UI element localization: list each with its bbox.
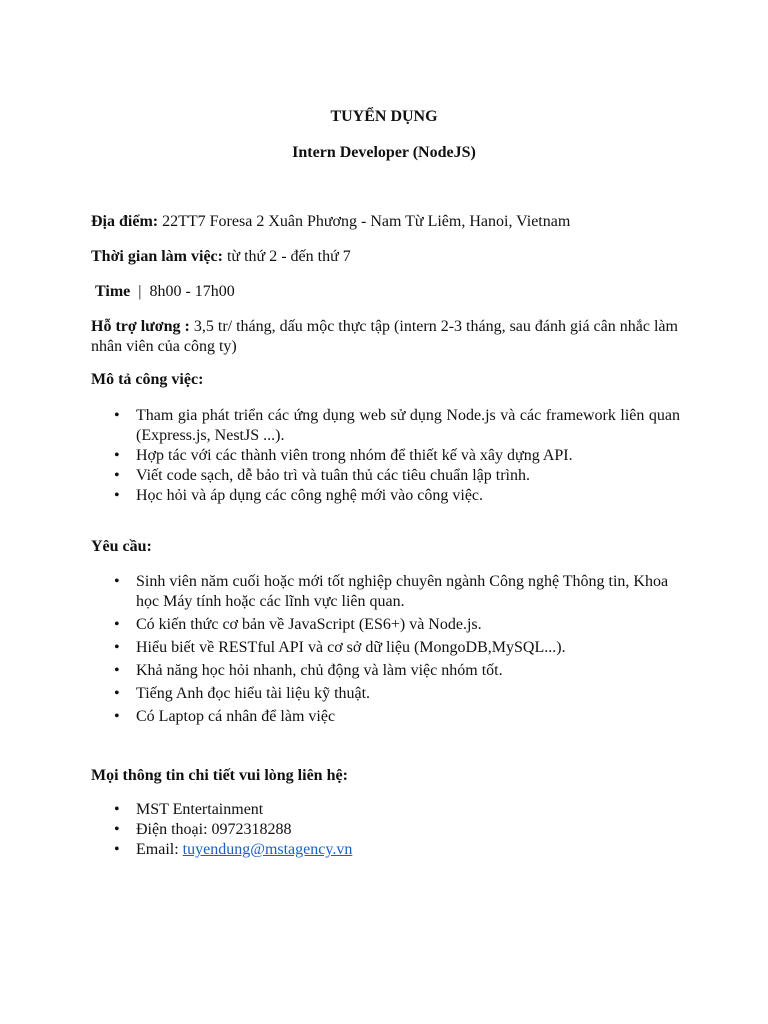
bullet-icon: • bbox=[114, 616, 120, 633]
email-link[interactable]: tuyendung@mstagency.vn bbox=[182, 841, 353, 858]
bullet-icon: • bbox=[114, 639, 120, 656]
list-item: • Sinh viên năm cuối hoặc mới tốt nghiệp chuyên ngành Công nghệ Thông tin, Khoa học Máy tính hoặc các lĩnh vực liên quan. bbox=[114, 573, 669, 610]
list-item: • Hiểu biết về RESTful API và cơ sở dữ liệu (MongoDB,MySQL...). bbox=[114, 639, 566, 656]
bullet-icon: • bbox=[114, 685, 120, 702]
working-days-value: từ thứ 2 - đến thứ 7 bbox=[222, 248, 351, 265]
job-subtitle: Intern Developer (NodeJS) bbox=[292, 144, 476, 161]
list-item: • Tiếng Anh đọc hiểu tài liệu kỹ thuật. bbox=[114, 685, 371, 702]
time-label: Time bbox=[95, 283, 131, 300]
requirements-list bbox=[114, 572, 680, 730]
bullet-icon: • bbox=[114, 407, 120, 424]
job-description-list bbox=[114, 406, 680, 506]
contact-phone: • Điện thoại: 0972318288 bbox=[114, 821, 292, 838]
time-line bbox=[95, 282, 685, 302]
list-item: • Viết code sạch, dễ bảo trì và tuân thủ các tiêu chuẩn lập trình. bbox=[114, 467, 530, 484]
salary-line bbox=[91, 317, 681, 357]
email-label: Email: bbox=[136, 841, 183, 858]
list-item: • Tham gia phát triển các ứng dụng web sử dụng Node.js và các framework liên quan (Express.js, NestJS ...). bbox=[114, 407, 680, 444]
list-item: • Khả năng học hỏi nhanh, chủ động và làm việc nhóm tốt. bbox=[114, 662, 503, 679]
requirements-heading: Yêu cầu: bbox=[91, 538, 152, 555]
working-days-line bbox=[91, 247, 681, 267]
contact-company: • MST Entertainment bbox=[114, 801, 264, 818]
bullet-icon: • bbox=[114, 801, 120, 818]
time-value: 8h00 - 17h00 bbox=[149, 283, 235, 300]
contact-email bbox=[114, 840, 680, 860]
location-value: 22TT7 Foresa 2 Xuân Phương - Nam Từ Liêm, Hanoi, Vietnam bbox=[158, 213, 571, 230]
job-description-heading: Mô tả công việc: bbox=[91, 371, 204, 388]
list-item: • Có kiến thức cơ bản về JavaScript (ES6+) và Node.js. bbox=[114, 616, 482, 633]
bullet-icon: • bbox=[114, 841, 120, 858]
location-label: Địa điểm: bbox=[91, 213, 159, 230]
bullet-icon: • bbox=[114, 487, 120, 504]
bullet-icon: • bbox=[114, 447, 120, 464]
contact-heading: Mọi thông tin chi tiết vui lòng liên hệ: bbox=[91, 767, 348, 784]
bullet-icon: • bbox=[114, 573, 120, 590]
page-title: TUYỂN DỤNG bbox=[330, 108, 438, 125]
bullet-icon: • bbox=[114, 467, 120, 484]
salary-label: Hỗ trợ lương : bbox=[91, 318, 190, 335]
bullet-icon: • bbox=[114, 821, 120, 838]
location-line bbox=[91, 212, 681, 232]
bullet-icon: • bbox=[114, 708, 120, 725]
list-item: • Học hỏi và áp dụng các công nghệ mới vào công việc. bbox=[114, 487, 484, 504]
list-item: • Có Laptop cá nhân để làm việc bbox=[114, 708, 336, 725]
time-separator: | bbox=[138, 283, 142, 300]
bullet-icon: • bbox=[114, 662, 120, 679]
list-item: • Hợp tác với các thành viên trong nhóm để thiết kế và xây dựng API. bbox=[114, 447, 573, 464]
salary-value: 3,5 tr/ tháng, dấu mộc thực tập (intern 2-3 tháng, sau đánh giá cân nhắc làm nhân viên của công ty) bbox=[91, 318, 678, 355]
working-days-label: Thời gian làm việc: bbox=[91, 248, 223, 265]
contact-list bbox=[114, 800, 680, 860]
